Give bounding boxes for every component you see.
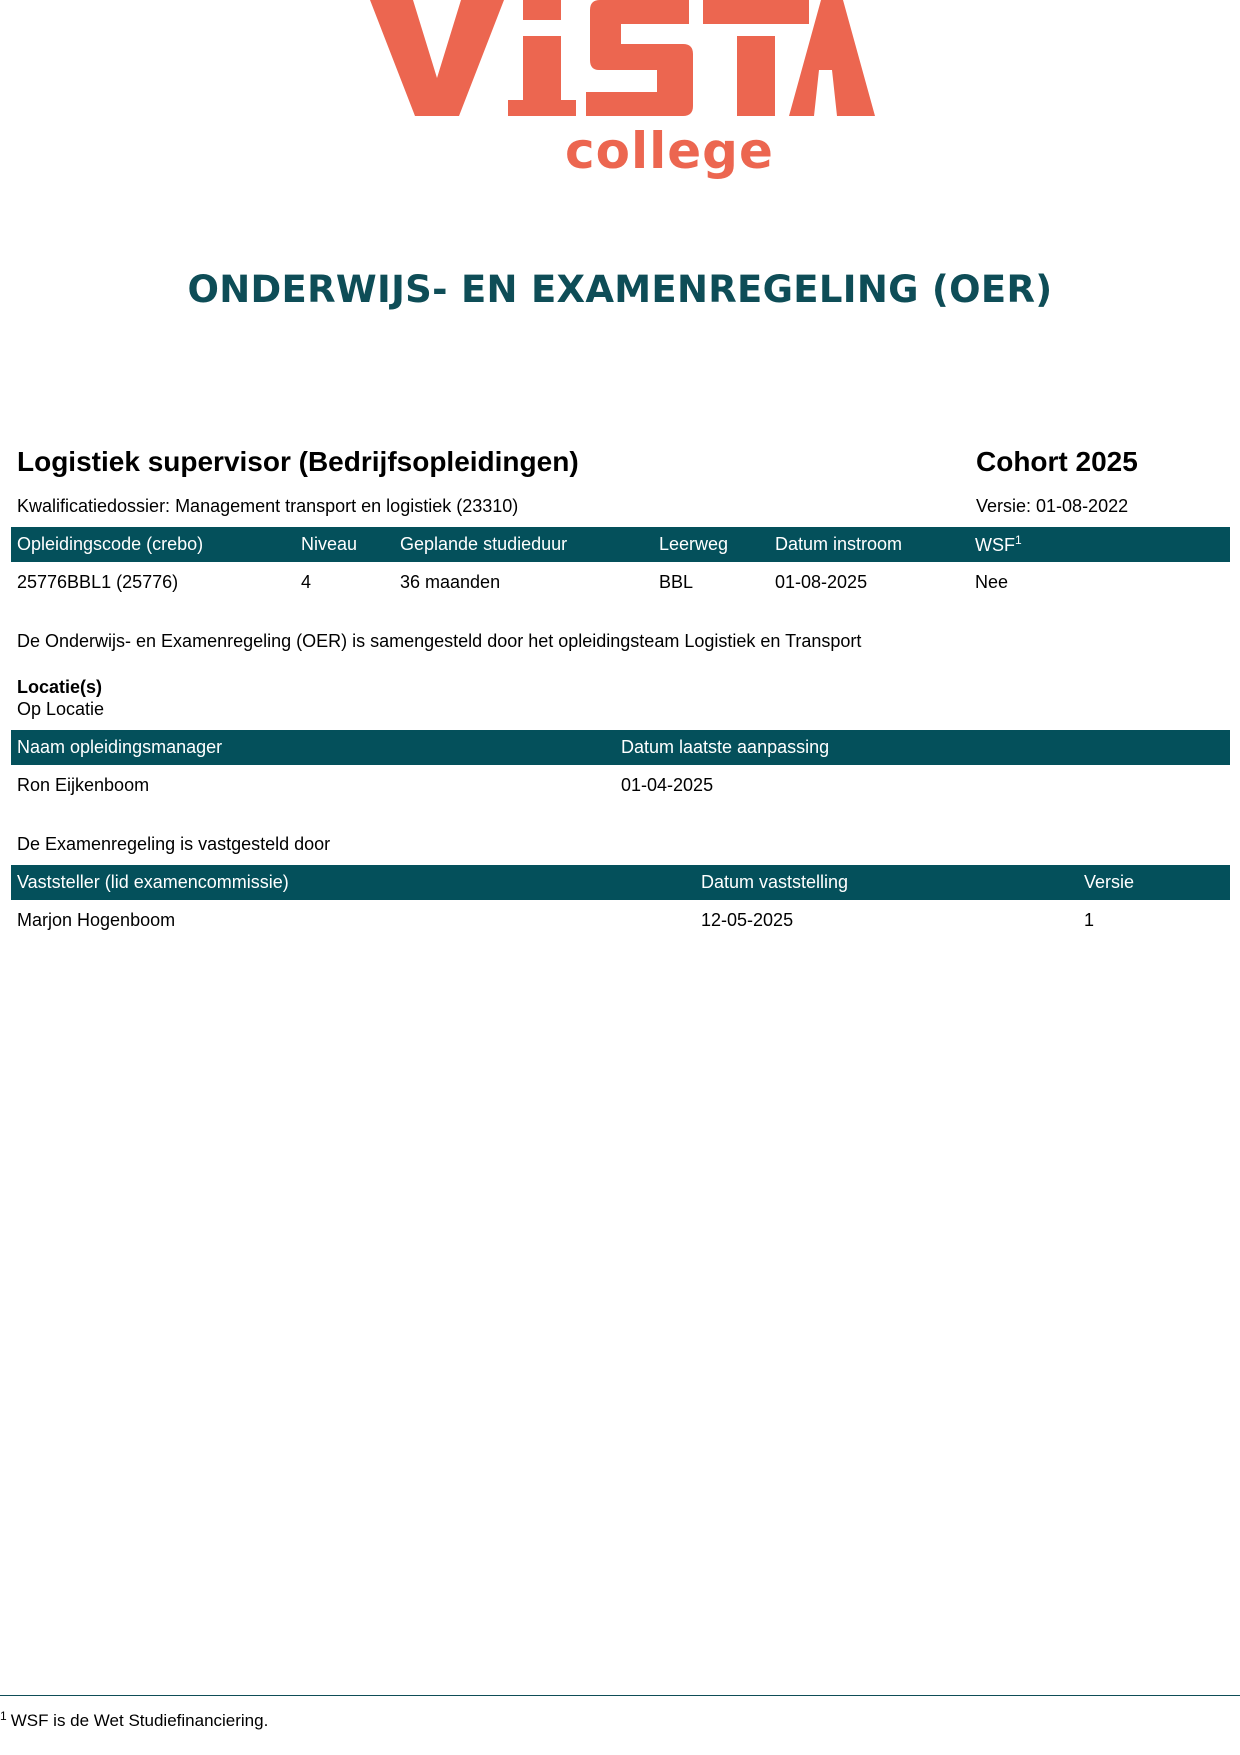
vista-college-logo [365, 0, 875, 205]
table-header-row [11, 730, 1230, 765]
col-header-versie: Versie [1078, 865, 1230, 900]
cell-niveau: 4 [301, 571, 312, 592]
program-info-table [11, 527, 1230, 602]
cell-studieduur: 36 maanden [400, 571, 501, 592]
col-header-datum-instroom: Datum instroom [769, 527, 969, 562]
cell-vaststeller: Marjon Hogenboom [17, 909, 176, 930]
col-header-leerweg: Leerweg [653, 527, 769, 562]
manager-table [11, 730, 1230, 805]
exam-table [11, 865, 1230, 940]
footnote-text: WSF is de Wet Studiefinanciering. [10, 1711, 269, 1730]
cell-wsf: Nee [975, 571, 1009, 592]
exam-statement: De Examenregeling is vastgesteld door [17, 834, 331, 854]
program-name: Logistiek supervisor (Bedrijfsopleidingen) [17, 446, 579, 477]
table-header-row [11, 527, 1230, 562]
col-header-datum-vaststelling: Datum vaststelling [695, 865, 1078, 900]
col-header-laatste-aanpassing: Datum laatste aanpassing [615, 730, 1230, 765]
cohort-label: Cohort 2025 [976, 446, 1138, 477]
wsf-label: WSF [975, 535, 1015, 555]
cell-manager-name: Ron Eijkenboom [17, 774, 150, 795]
logo-subtitle: college [565, 122, 774, 180]
footnote-divider [0, 1695, 1240, 1696]
col-header-vaststeller: Vaststeller (lid examencommissie) [11, 865, 695, 900]
team-statement: De Onderwijs- en Examenregeling (OER) is samengesteld door het opleidingsteam Logistiek en Transport [17, 631, 862, 651]
footnote-marker: 1 [1015, 533, 1022, 547]
table-header-row [11, 865, 1230, 900]
version-date: Versie: 01-08-2022 [976, 496, 1129, 516]
document-title: ONDERWIJS- EN EXAMENREGELING (OER) [187, 268, 1053, 311]
table-row [11, 562, 1230, 602]
locations-value: Op Locatie [17, 699, 105, 719]
locations-label: Locatie(s) [17, 677, 103, 697]
col-header-opleidingscode: Opleidingscode (crebo) [11, 527, 295, 562]
cell-opleidingscode: 25776BBL1 (25776) [17, 571, 179, 592]
footnote [0, 1709, 268, 1731]
col-header-manager: Naam opleidingsmanager [11, 730, 615, 765]
cell-laatste-aanpassing: 01-04-2025 [621, 774, 714, 795]
col-header-niveau: Niveau [295, 527, 394, 562]
col-header-wsf [969, 527, 1230, 562]
cell-datum-instroom: 01-08-2025 [775, 571, 868, 592]
col-header-studieduur: Geplande studieduur [394, 527, 653, 562]
cell-leerweg: BBL [659, 571, 694, 592]
cell-datum-vaststelling: 12-05-2025 [701, 909, 794, 930]
kwalificatiedossier: Kwalificatiedossier: Management transport en logistiek (23310) [17, 496, 519, 516]
cell-versie: 1 [1084, 909, 1095, 930]
table-row [11, 900, 1230, 940]
footnote-number: 1 [0, 1709, 7, 1723]
table-row [11, 765, 1230, 805]
